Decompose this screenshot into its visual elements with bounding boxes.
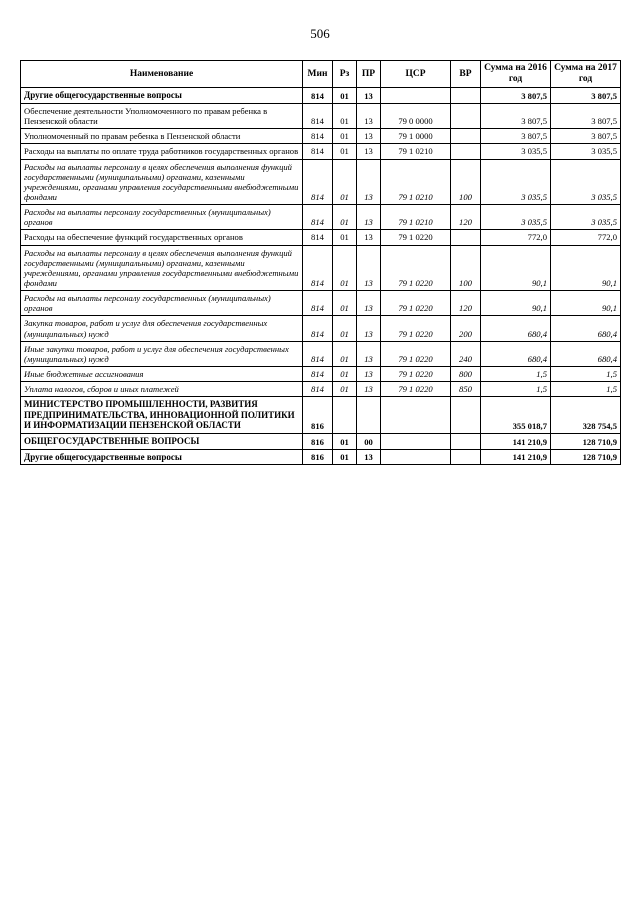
cell-name: Другие общегосударственные вопросы	[21, 88, 303, 104]
cell-vr: 120	[451, 205, 481, 230]
cell-min: 816	[303, 449, 333, 465]
cell-min: 814	[303, 159, 333, 205]
table-row	[21, 382, 621, 397]
cell-vr	[451, 434, 481, 450]
cell-pr: 13	[357, 159, 381, 205]
cell-name: МИНИСТЕРСТВО ПРОМЫШЛЕННОСТИ, РАЗВИТИЯ ПРЕДПРИНИМАТЕЛЬСТВА, ИННОВАЦИОННОЙ ПОЛИТИКИ И ИНФОРМАТИЗАЦИИ ПЕНЗЕНСКОЙ ОБЛАСТИ	[21, 397, 303, 434]
header-vr: ВР	[451, 61, 481, 88]
cell-pr	[357, 397, 381, 434]
cell-csr: 79 1 0220	[381, 245, 451, 291]
table-row	[21, 129, 621, 144]
table-body	[21, 88, 621, 465]
cell-name: Другие общегосударственные вопросы	[21, 449, 303, 465]
cell-vr	[451, 144, 481, 159]
cell-sum-2017: 680,4	[551, 316, 621, 341]
header-sum-2016: Сумма на 2016 год	[481, 61, 551, 88]
cell-csr: 79 1 0220	[381, 230, 451, 245]
cell-csr	[381, 88, 451, 104]
cell-min: 814	[303, 205, 333, 230]
cell-rz: 01	[333, 129, 357, 144]
cell-sum-2016: 1,5	[481, 366, 551, 381]
header-csr: ЦСР	[381, 61, 451, 88]
cell-name: Иные закупки товаров, работ и услуг для обеспечения государственных (муниципальных) нужд	[21, 341, 303, 366]
cell-sum-2016: 90,1	[481, 245, 551, 291]
cell-vr: 100	[451, 159, 481, 205]
cell-rz: 01	[333, 341, 357, 366]
cell-min: 814	[303, 366, 333, 381]
cell-min: 814	[303, 341, 333, 366]
cell-csr: 79 1 0210	[381, 205, 451, 230]
table-row	[21, 245, 621, 291]
cell-sum-2016: 772,0	[481, 230, 551, 245]
cell-sum-2016: 3 035,5	[481, 144, 551, 159]
table-row	[21, 205, 621, 230]
cell-vr: 120	[451, 291, 481, 316]
cell-sum-2016: 3 807,5	[481, 104, 551, 129]
cell-name: Расходы на выплаты персоналу в целях обеспечения выполнения функций государственными (муниципальными) органами, казенными учреждениями, органами управления государственными внебюджетными фондами	[21, 245, 303, 291]
cell-vr	[451, 230, 481, 245]
cell-sum-2017: 3 807,5	[551, 129, 621, 144]
cell-rz: 01	[333, 245, 357, 291]
cell-min: 816	[303, 434, 333, 450]
cell-csr: 79 1 0220	[381, 316, 451, 341]
cell-rz: 01	[333, 159, 357, 205]
cell-pr: 13	[357, 144, 381, 159]
cell-pr: 13	[357, 88, 381, 104]
cell-rz: 01	[333, 366, 357, 381]
cell-pr: 13	[357, 291, 381, 316]
cell-sum-2017: 1,5	[551, 382, 621, 397]
cell-vr	[451, 104, 481, 129]
cell-rz: 01	[333, 382, 357, 397]
cell-pr: 13	[357, 449, 381, 465]
cell-sum-2016: 90,1	[481, 291, 551, 316]
cell-vr	[451, 129, 481, 144]
header-sum-2017: Сумма на 2017 год	[551, 61, 621, 88]
cell-pr: 13	[357, 104, 381, 129]
table-row	[21, 341, 621, 366]
cell-vr	[451, 397, 481, 434]
cell-rz: 01	[333, 104, 357, 129]
cell-sum-2017: 128 710,9	[551, 449, 621, 465]
cell-sum-2017: 680,4	[551, 341, 621, 366]
cell-rz: 01	[333, 205, 357, 230]
table-row	[21, 88, 621, 104]
table-row	[21, 397, 621, 434]
cell-name: Расходы на обеспечение функций государственных органов	[21, 230, 303, 245]
cell-sum-2017: 3 035,5	[551, 144, 621, 159]
cell-pr: 13	[357, 316, 381, 341]
cell-sum-2017: 3 035,5	[551, 205, 621, 230]
cell-pr: 00	[357, 434, 381, 450]
budget-table	[20, 60, 621, 465]
cell-min: 814	[303, 104, 333, 129]
cell-pr: 13	[357, 245, 381, 291]
cell-min: 814	[303, 129, 333, 144]
cell-sum-2017: 3 807,5	[551, 88, 621, 104]
cell-sum-2017: 90,1	[551, 291, 621, 316]
cell-name: Расходы на выплаты персоналу в целях обеспечения выполнения функций государственными (муниципальными) органами, казенными учреждениями, органами управления государственными внебюджетными фондами	[21, 159, 303, 205]
cell-sum-2017: 772,0	[551, 230, 621, 245]
cell-rz: 01	[333, 230, 357, 245]
cell-sum-2016: 355 018,7	[481, 397, 551, 434]
table-row	[21, 144, 621, 159]
cell-name: Иные бюджетные ассигнования	[21, 366, 303, 381]
cell-vr: 240	[451, 341, 481, 366]
cell-vr: 100	[451, 245, 481, 291]
cell-name: Обеспечение деятельности Уполномоченного по правам ребенка в Пензенской области	[21, 104, 303, 129]
table-row	[21, 316, 621, 341]
cell-csr	[381, 434, 451, 450]
cell-sum-2016: 141 210,9	[481, 434, 551, 450]
cell-min: 814	[303, 245, 333, 291]
cell-csr: 79 0 0000	[381, 104, 451, 129]
cell-pr: 13	[357, 382, 381, 397]
cell-min: 814	[303, 316, 333, 341]
cell-sum-2016: 680,4	[481, 341, 551, 366]
cell-sum-2017: 3 807,5	[551, 104, 621, 129]
cell-name: Уплата налогов, сборов и иных платежей	[21, 382, 303, 397]
cell-min: 814	[303, 382, 333, 397]
budget-table-container	[20, 60, 620, 465]
header-min: Мин	[303, 61, 333, 88]
cell-pr: 13	[357, 366, 381, 381]
cell-min: 814	[303, 291, 333, 316]
cell-sum-2016: 141 210,9	[481, 449, 551, 465]
cell-sum-2017: 90,1	[551, 245, 621, 291]
cell-csr: 79 1 0210	[381, 144, 451, 159]
cell-sum-2016: 1,5	[481, 382, 551, 397]
header-pr: ПР	[357, 61, 381, 88]
cell-pr: 13	[357, 341, 381, 366]
cell-name: Расходы на выплаты персоналу государственных (муниципальных) органов	[21, 205, 303, 230]
table-header-row	[21, 61, 621, 88]
cell-min: 814	[303, 144, 333, 159]
cell-name: Закупка товаров, работ и услуг для обеспечения государственных (муниципальных) нужд	[21, 316, 303, 341]
cell-name: Расходы на выплаты персоналу государственных (муниципальных) органов	[21, 291, 303, 316]
cell-sum-2016: 3 807,5	[481, 129, 551, 144]
cell-rz: 01	[333, 449, 357, 465]
page-number: 506	[310, 26, 330, 41]
cell-sum-2016: 3 035,5	[481, 205, 551, 230]
cell-sum-2016: 3 035,5	[481, 159, 551, 205]
cell-vr	[451, 449, 481, 465]
cell-sum-2016: 680,4	[481, 316, 551, 341]
cell-csr: 79 1 0210	[381, 159, 451, 205]
cell-min: 816	[303, 397, 333, 434]
cell-sum-2016: 3 807,5	[481, 88, 551, 104]
cell-rz: 01	[333, 144, 357, 159]
cell-sum-2017: 3 035,5	[551, 159, 621, 205]
cell-csr	[381, 449, 451, 465]
cell-name: Расходы на выплаты по оплате труда работников государственных органов	[21, 144, 303, 159]
table-row	[21, 104, 621, 129]
cell-rz: 01	[333, 434, 357, 450]
cell-rz: 01	[333, 291, 357, 316]
cell-pr: 13	[357, 205, 381, 230]
table-row	[21, 449, 621, 465]
table-row	[21, 230, 621, 245]
cell-csr: 79 1 0220	[381, 341, 451, 366]
table-row	[21, 159, 621, 205]
cell-sum-2017: 1,5	[551, 366, 621, 381]
cell-csr	[381, 397, 451, 434]
cell-sum-2017: 328 754,5	[551, 397, 621, 434]
cell-pr: 13	[357, 129, 381, 144]
cell-rz: 01	[333, 316, 357, 341]
cell-vr: 850	[451, 382, 481, 397]
header-name: Наименование	[21, 61, 303, 88]
cell-name: ОБЩЕГОСУДАРСТВЕННЫЕ ВОПРОСЫ	[21, 434, 303, 450]
cell-vr: 800	[451, 366, 481, 381]
header-rz: Рз	[333, 61, 357, 88]
table-row	[21, 434, 621, 450]
cell-sum-2017: 128 710,9	[551, 434, 621, 450]
cell-csr: 79 1 0220	[381, 382, 451, 397]
cell-csr: 79 1 0000	[381, 129, 451, 144]
cell-min: 814	[303, 230, 333, 245]
cell-min: 814	[303, 88, 333, 104]
table-row	[21, 366, 621, 381]
table-row	[21, 291, 621, 316]
cell-csr: 79 1 0220	[381, 366, 451, 381]
cell-csr: 79 1 0220	[381, 291, 451, 316]
cell-rz: 01	[333, 88, 357, 104]
cell-vr	[451, 88, 481, 104]
cell-vr: 200	[451, 316, 481, 341]
cell-name: Уполномоченный по правам ребенка в Пензенской области	[21, 129, 303, 144]
cell-pr: 13	[357, 230, 381, 245]
cell-rz	[333, 397, 357, 434]
